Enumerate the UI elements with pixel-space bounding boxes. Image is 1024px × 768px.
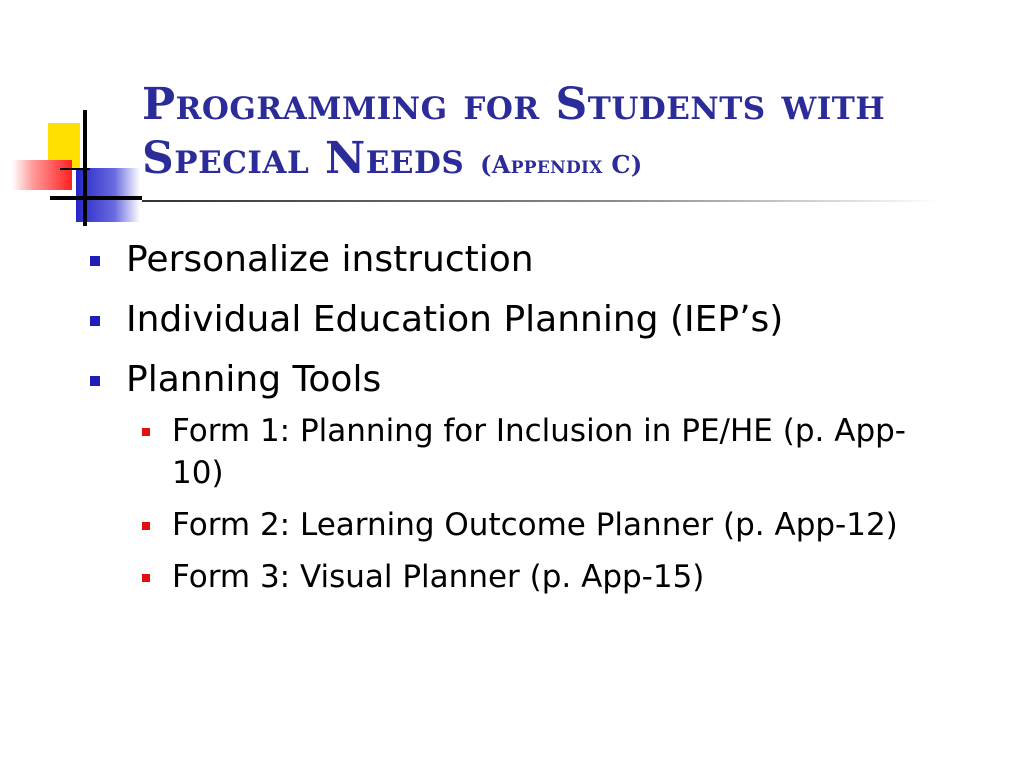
slide-logo-decoration	[0, 0, 150, 240]
bullet-square-icon	[90, 256, 100, 266]
logo-horizontal-line	[50, 196, 142, 200]
bullet-text: Personalize instruction	[126, 239, 534, 280]
logo-red-square	[12, 160, 72, 190]
sub-bullet-text: Form 1: Planning for Inclusion in PE/HE (p. App-10)	[172, 413, 906, 491]
sub-bullet-square-icon	[142, 574, 150, 582]
sub-bullet-square-icon	[142, 428, 150, 436]
bullet-item	[88, 294, 968, 346]
bullet-list	[88, 234, 968, 608]
bullet-item	[88, 354, 968, 598]
sub-bullet-list	[126, 410, 946, 598]
sub-bullet-item	[126, 504, 946, 546]
bullet-square-icon	[90, 316, 100, 326]
sub-bullet-text: Form 3: Visual Planner (p. App-15)	[172, 559, 705, 595]
bullet-item	[88, 234, 968, 286]
title-divider	[142, 200, 942, 202]
logo-vertical-line	[83, 110, 87, 226]
bullet-square-icon	[90, 376, 100, 386]
sub-bullet-item	[126, 556, 946, 598]
slide-title	[142, 78, 1002, 192]
sub-bullet-square-icon	[142, 522, 150, 530]
slide-title-subtitle: (Appendix C)	[480, 150, 643, 179]
slide-title-main: Programming for Students with Special Needs	[142, 79, 886, 184]
sub-bullet-text: Form 2: Learning Outcome Planner (p. App-12)	[172, 507, 898, 543]
bullet-text: Planning Tools	[126, 359, 382, 400]
bullet-text: Individual Education Planning (IEP’s)	[126, 299, 784, 340]
sub-bullet-item	[126, 410, 946, 494]
